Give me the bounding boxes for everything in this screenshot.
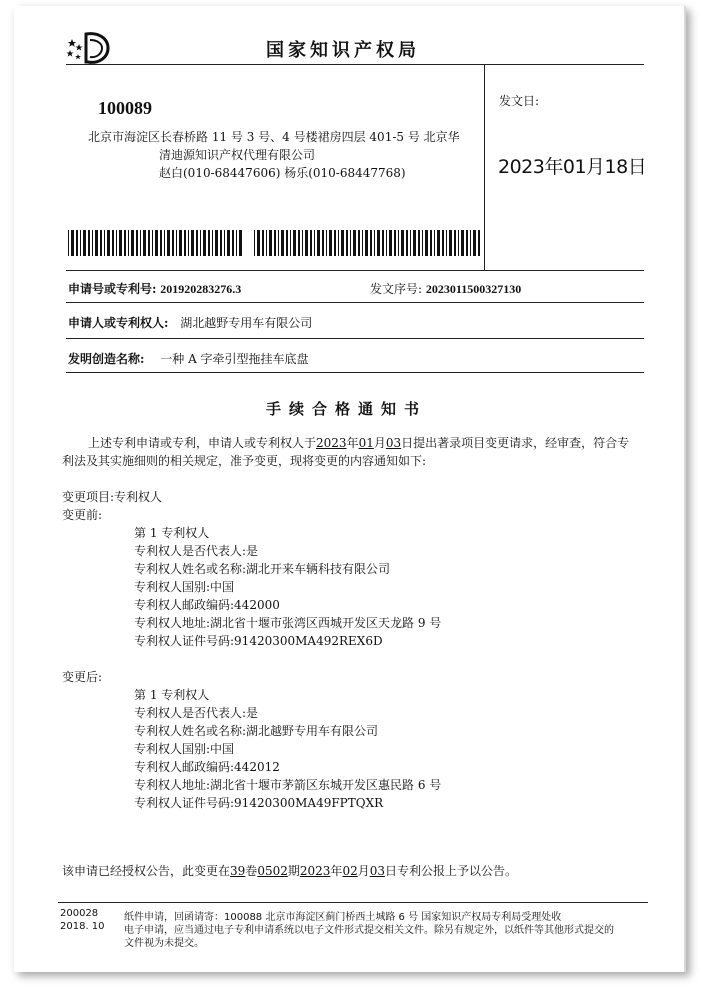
barcode-left — [68, 230, 246, 256]
request-year: 2023 — [316, 436, 347, 450]
date-column-divider — [484, 64, 485, 270]
before-item: 专利权人是否代表人:是 — [134, 544, 259, 558]
footer-line-2: 电子申请，应当通过电子专利申请系统以电子文件形式提交相关文件。除另有规定外，以纸件等其他形式提交的 — [124, 925, 614, 936]
before-list — [134, 524, 441, 650]
contact-line: 赵白(010-68447606) 杨乐(010-68447768) — [159, 166, 406, 180]
announce-text-c: 期 — [287, 864, 300, 878]
para-text-b: 年 — [346, 436, 359, 450]
announce-month: 02 — [342, 864, 358, 878]
after-item: 专利权人证件号码:91420300MA49FPTQXR — [134, 796, 384, 810]
after-item: 专利权人邮政编码:442012 — [134, 760, 280, 774]
applicant-row — [68, 314, 312, 331]
cnipa-logo-icon — [64, 30, 112, 66]
serial-no: 2023011500327130 — [425, 282, 522, 296]
after-item: 第 1 专利权人 — [134, 688, 210, 702]
after-item: 专利权人国别:中国 — [134, 742, 235, 756]
field-rule-4 — [66, 372, 644, 373]
para-text-d: 日提出著录项目变更请求，经审查，符合专 — [401, 436, 630, 450]
invention-label: 发明创造名称: — [68, 352, 145, 366]
footer-rule — [58, 902, 648, 903]
notice-paragraph-line-1 — [88, 434, 629, 451]
para-text-a: 上述专利申请或专利，申请人或专利权人于 — [88, 436, 317, 450]
field-rule-1 — [66, 270, 644, 271]
organization-name: 国家知识产权局 — [266, 40, 420, 61]
gazette-volume: 39 — [230, 864, 246, 878]
after-list — [134, 686, 441, 812]
after-label: 变更后: — [62, 670, 103, 684]
serial-label: 发文序号: — [370, 282, 423, 296]
app-no-label: 申请号或专利号: — [68, 282, 157, 296]
after-item: 专利权人是否代表人:是 — [134, 706, 259, 720]
applicant-name: 湖北越野专用车有限公司 — [180, 316, 313, 330]
footer-line-3: 文件视为未提交。 — [124, 938, 204, 949]
before-item: 专利权人证件号码:91420300MA492REX6D — [134, 634, 383, 648]
before-item: 专利权人国别:中国 — [134, 580, 235, 594]
before-item: 专利权人姓名或名称:湖北开来车辆科技有限公司 — [134, 562, 391, 576]
send-date: 2023年01月18日 — [498, 156, 647, 178]
document-page — [14, 6, 686, 972]
before-label: 变更前: — [62, 508, 103, 522]
invention-row — [68, 350, 309, 367]
notice-title: 手续合格通知书 — [266, 400, 428, 418]
gazette-issue: 0502 — [257, 864, 288, 878]
announce-text-f: 日专利公报上予以公告。 — [385, 864, 518, 878]
before-item: 专利权人地址:湖北省十堰市张湾区西城开发区天龙路 9 号 — [134, 616, 442, 630]
form-code: 200028 — [60, 908, 99, 919]
request-day: 03 — [385, 436, 402, 450]
announce-text-b: 卷 — [245, 864, 258, 878]
field-rule-3 — [66, 338, 644, 339]
applicant-label: 申请人或专利权人: — [68, 316, 169, 330]
footer-line-1: 纸件申请，回函请寄：100088 北京市海淀区蓟门桥西土城路 6 号 国家知识产权局专利局受理处收 — [124, 912, 562, 923]
postcode: 100089 — [98, 98, 152, 118]
app-no-row — [68, 280, 241, 297]
announce-day: 03 — [369, 864, 386, 878]
notice-paragraph-line-2: 利法及其实施细则的相关规定，准予变更，现将变更的内容通知如下: — [62, 454, 427, 468]
address-line-1: 北京市海淀区长春桥路 11 号 3 号、4 号楼裙房四层 401-5 号 北京华 — [88, 130, 460, 144]
serial-row — [370, 280, 521, 297]
send-date-label: 发文日: — [499, 94, 540, 108]
before-item: 专利权人邮政编码:442000 — [134, 598, 280, 612]
para-text-c: 月 — [373, 436, 386, 450]
form-version: 2018. 10 — [60, 921, 105, 932]
announce-text-d: 年 — [330, 864, 343, 878]
invention-title: 一种 A 字牵引型拖挂车底盘 — [160, 352, 309, 366]
request-month: 01 — [358, 436, 374, 450]
after-item: 专利权人地址:湖北省十堰市茅箭区东城开发区惠民路 6 号 — [134, 778, 442, 792]
announce-text-a: 该申请已经授权公告，此变更在 — [62, 864, 231, 878]
address-line-2: 清迪源知识产权代理有限公司 — [159, 148, 316, 162]
announce-text-e: 月 — [357, 864, 370, 878]
announcement-line — [62, 862, 517, 879]
before-item: 第 1 专利权人 — [134, 526, 210, 540]
announce-year: 2023 — [299, 864, 331, 878]
after-item: 专利权人姓名或名称:湖北越野专用车有限公司 — [134, 724, 379, 738]
app-no: 201920283276.3 — [160, 282, 242, 296]
change-item: 变更项目:专利权人 — [62, 490, 163, 504]
header-rule — [66, 64, 644, 65]
field-rule-2 — [66, 302, 644, 303]
barcode-right — [254, 230, 482, 256]
